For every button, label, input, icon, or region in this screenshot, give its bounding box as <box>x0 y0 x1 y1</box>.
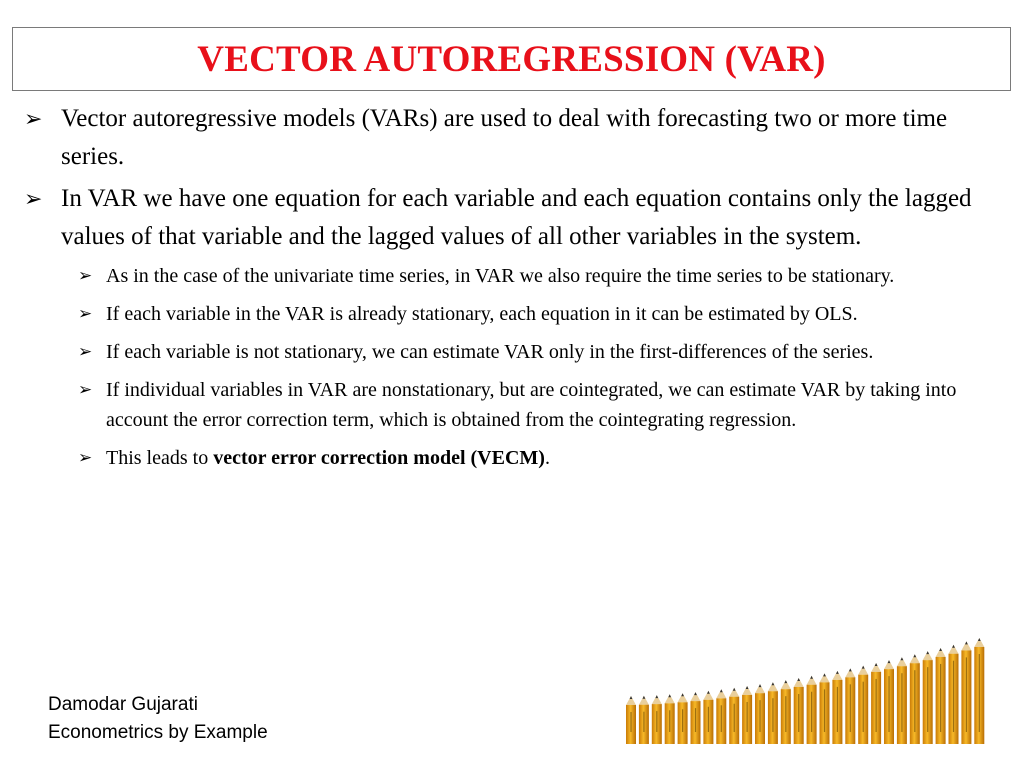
pencil-lead <box>862 666 865 669</box>
pencil-marking <box>979 654 980 732</box>
sub-bullet-2 <box>0 299 1024 329</box>
pencil-marking <box>656 711 657 732</box>
pencil-lead <box>978 638 981 641</box>
arrow-bullet-icon: ➢ <box>78 266 93 285</box>
pencil-lead <box>875 663 878 666</box>
pencil-lead <box>913 654 916 657</box>
pencil-marking <box>888 676 889 732</box>
pencil-lead <box>823 673 826 676</box>
pencil-lead <box>797 678 800 681</box>
slide-title: VECTOR AUTOREGRESSION (VAR) <box>197 38 826 80</box>
slide-content <box>0 100 1024 481</box>
arrow-bullet-icon: ➢ <box>78 342 93 361</box>
vecm-term: vector error correction model (VECM) <box>213 447 545 469</box>
pencil-marking <box>901 673 902 732</box>
bullet-2-text: In VAR we have one equation for each variable and each equation contains only the lagged values of that variable and the lagged values of all other variables in the system. <box>61 185 972 250</box>
pencil-lead <box>759 684 762 687</box>
pencil-marking <box>953 661 954 732</box>
pencil-lead <box>733 688 736 691</box>
pencil-lead <box>965 641 968 644</box>
sub-bullet-5-prefix: This leads to <box>106 447 214 469</box>
arrow-bullet-icon: ➢ <box>78 448 93 467</box>
bullet-1 <box>0 100 1024 175</box>
sub-bullet-2-text: If each variable in the VAR is already stationary, each equation in it can be estimated by OLS. <box>106 303 858 325</box>
pencil-lead <box>784 680 787 683</box>
pencil-lead <box>668 694 671 697</box>
pencil-marking <box>966 657 967 732</box>
pencil-marking <box>876 679 877 732</box>
arrow-bullet-icon: ➢ <box>24 186 43 211</box>
footer <box>48 691 268 747</box>
pencil-marking <box>682 709 683 732</box>
pencil-marking <box>734 704 735 732</box>
pencil-lead <box>694 692 697 695</box>
pencil-lead <box>901 657 904 660</box>
pencil-marking <box>798 694 799 732</box>
pencil-marking <box>695 708 696 732</box>
pencil-marking <box>914 670 915 732</box>
sub-bullet-5 <box>0 443 1024 473</box>
sub-bullet-4-text: If individual variables in VAR are nonstationary, but are cointegrated, we can estimate VAR by taking into account the error correction term, which is obtained from the cointegrating regression. <box>106 379 957 431</box>
pencils-image <box>624 627 986 744</box>
pencil-lead <box>849 668 852 671</box>
arrow-bullet-icon: ➢ <box>78 304 93 323</box>
pencil-marking <box>669 710 670 732</box>
pencil-lead <box>707 691 710 694</box>
sub-bullet-3-text: If each variable is not stationary, we can estimate VAR only in the first-differences of the series. <box>106 341 874 363</box>
pencil-marking <box>643 712 644 732</box>
pencil-marking <box>747 702 748 732</box>
pencil-marking <box>785 696 786 732</box>
bullet-1-text: Vector autoregressive models (VARs) are used to deal with forecasting two or more time series. <box>61 105 948 170</box>
pencil-marking <box>708 707 709 732</box>
sub-bullet-5-suffix: . <box>544 447 550 469</box>
pencil-marking <box>811 692 812 732</box>
pencil-lead <box>836 671 839 674</box>
pencil-marking <box>759 700 760 732</box>
pencil-lead <box>926 651 929 654</box>
pencil-lead <box>888 660 891 663</box>
sub-bullet-3 <box>0 337 1024 367</box>
pencil-marking <box>850 684 851 732</box>
pencil-marking <box>721 705 722 732</box>
pencil-marking <box>940 664 941 732</box>
sub-bullet-1 <box>0 261 1024 291</box>
pencil-lead <box>939 648 942 651</box>
pencil-marking <box>630 712 631 732</box>
pencil-lead <box>772 682 775 685</box>
bullet-2 <box>0 180 1024 255</box>
title-box <box>12 27 1011 91</box>
pencil-lead <box>952 645 955 648</box>
pencil-marking <box>927 667 928 732</box>
footer-book: Econometrics by Example <box>48 722 268 743</box>
pencil-marking <box>824 689 825 732</box>
pencil-marking <box>837 687 838 732</box>
pencil-lead <box>810 676 813 679</box>
arrow-bullet-icon: ➢ <box>24 106 43 131</box>
footer-author: Damodar Gujarati <box>48 694 198 715</box>
pencil-marking <box>863 682 864 732</box>
sub-bullet-4 <box>0 375 1024 435</box>
sub-bullet-1-text: As in the case of the univariate time series, in VAR we also require the time series to be stationary. <box>106 265 895 287</box>
arrow-bullet-icon: ➢ <box>78 380 93 399</box>
pencil-lead <box>655 695 658 698</box>
pencil-marking <box>772 698 773 732</box>
pencil-lead <box>643 696 646 699</box>
pencil-lead <box>720 689 723 692</box>
pencil-lead <box>630 696 633 699</box>
pencil-lead <box>746 686 749 689</box>
pencil-lead <box>681 693 684 696</box>
